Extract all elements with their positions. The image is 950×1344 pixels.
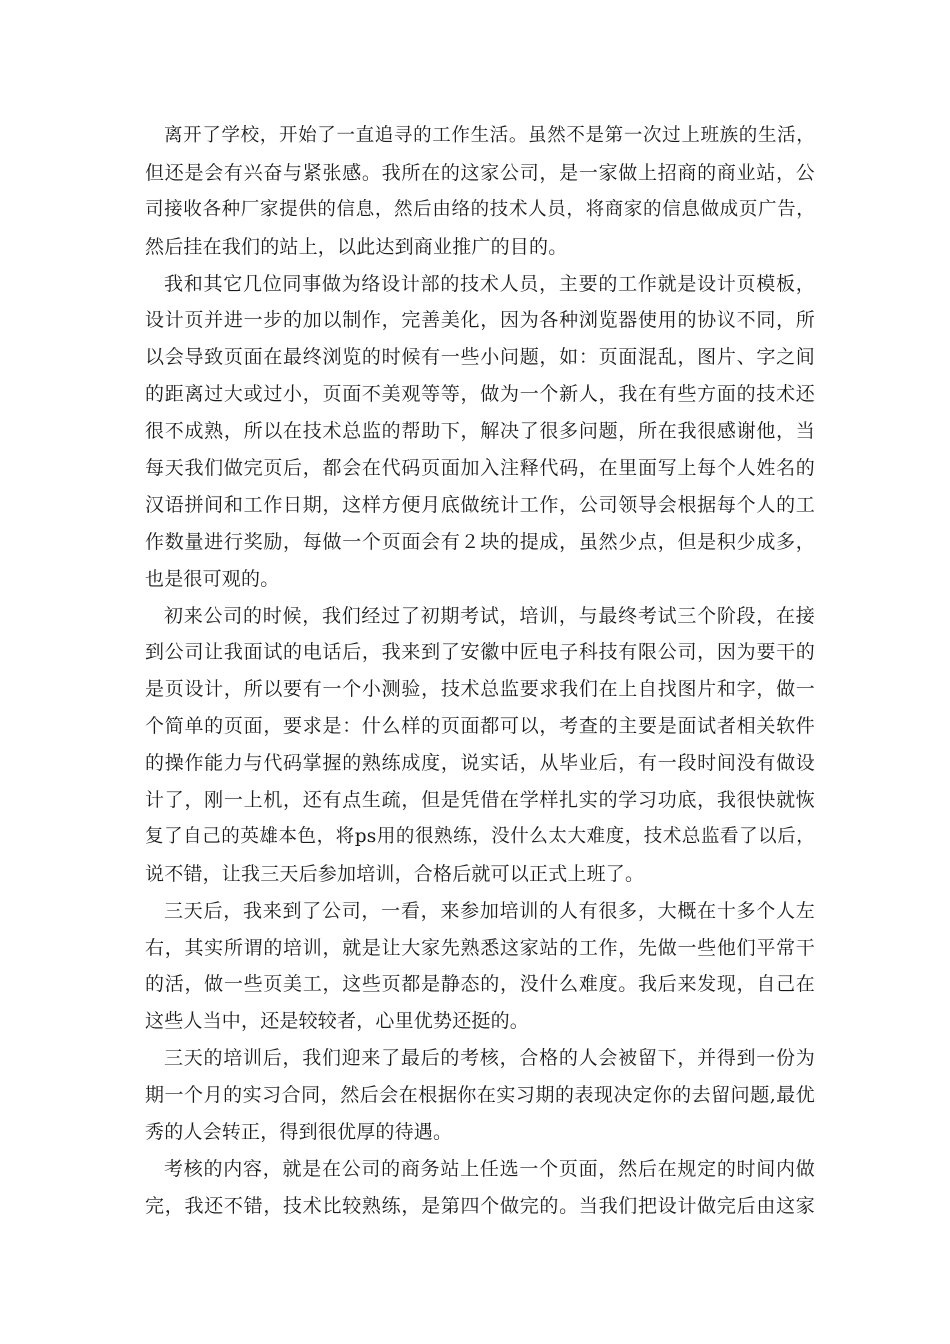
- text-line: 设计页并进一步的加以制作，完善美化，因为各种浏览器使用的协议不同，所: [145, 309, 815, 332]
- text-line: 三天后，我来到了公司，一看，来参加培训的人有很多，大概在十多个人左: [164, 899, 815, 922]
- text-line: 司接收各种厂家提供的信息，然后由络的技术人员，将商家的信息做成页广告，: [145, 198, 815, 220]
- text-line: 三天的培训后，我们迎来了最后的考核，合格的人会被留下，并得到一份为: [164, 1047, 815, 1070]
- text-line: 汉语拼间和工作日期，这样方便月底做统计工作，公司领导会根据每个人的工: [145, 493, 815, 516]
- document-body: [145, 118, 815, 1225]
- text-line: 右，其实所谓的培训，就是让大家先熟悉这家站的工作，先做一些他们平常干: [145, 936, 815, 959]
- text-line: 个简单的页面，要求是：什么样的页面都可以，考查的主要是面试者相关软件: [145, 715, 815, 738]
- text-line: 完，我还不错，技术比较熟练，是第四个做完的。当我们把设计做完后由这家: [145, 1194, 815, 1217]
- text-line: 每天我们做完页后，都会在代码页面加入注释代码，在里面写上每个人姓名的: [145, 457, 815, 480]
- text-line: 到公司让我面试的电话后，我来到了安徽中匠电子科技有限公司，因为要干的: [145, 641, 815, 664]
- paragraph-4: [145, 893, 815, 1041]
- text-line: 这些人当中，还是较较者，心里优势还挺的。: [145, 1010, 530, 1033]
- text-line: 也是很可观的。: [145, 567, 280, 590]
- text-line: 秀的人会转正，得到很优厚的待遇。: [145, 1121, 453, 1144]
- paragraph-5: [145, 1040, 815, 1151]
- text-line: 很不成熟，所以在技术总监的帮助下，解决了很多问题，所在我很感谢他，当: [145, 420, 815, 443]
- text-line: 说不错，让我三天后参加培训，合格后就可以正式上班了。: [145, 862, 645, 885]
- text-line: 初来公司的时候，我们经过了初期考试，培训，与最终考试三个阶段，在接: [164, 604, 815, 627]
- text-line: 计了，刚一上机，还有点生疏，但是凭借在学样扎实的学习功底，我很快就恢: [145, 789, 815, 812]
- text-line: 考核的内容，就是在公司的商务站上任选一个页面，然后在规定的时间内做: [164, 1157, 815, 1180]
- text-line: 作数量进行奖励，每做一个页面会有２块的提成，虽然少点，但是积少成多，: [145, 530, 815, 553]
- paragraph-2: [145, 266, 815, 598]
- text-line: 复了自己的英雄本色，将ps用的很熟练，没什么太大难度，技术总监看了以后，: [145, 825, 815, 847]
- text-line: 离开了学校，开始了一直追寻的工作生活。虽然不是第一次过上班族的生活，: [164, 125, 815, 146]
- text-line: 的操作能力与代码掌握的熟练成度，说实话，从毕业后，有一段时间没有做设: [145, 752, 815, 775]
- text-line: 是页设计，所以要有一个小测验，技术总监要求我们在上自找图片和字，做一: [145, 678, 815, 701]
- text-line: 的活，做一些页美工，这些页都是静态的，没什么难度。我后来发现，自己在: [145, 973, 815, 996]
- paragraph-6: [145, 1151, 815, 1225]
- text-line: 但还是会有兴奋与紧张感。我所在的这家公司，是一家做上招商的商业站，公: [145, 161, 815, 184]
- text-line: 然后挂在我们的站上，以此达到商业推广的目的。: [145, 235, 568, 258]
- text-line: 我和其它几位同事做为络设计部的技术人员，主要的工作就是设计页模板，: [164, 272, 815, 295]
- paragraph-3: [145, 598, 815, 893]
- text-line: 的距离过大或过小，页面不美观等等，做为一个新人，我在有些方面的技术还: [145, 383, 815, 406]
- text-line: 期一个月的实习合同，然后会在根据你在实习期的表现决定你的去留问题,最优: [145, 1084, 815, 1107]
- text-line: 以会导致页面在最终浏览的时候有一些小问题，如：页面混乱，图片、字之间: [145, 346, 815, 369]
- paragraph-1: [145, 118, 815, 266]
